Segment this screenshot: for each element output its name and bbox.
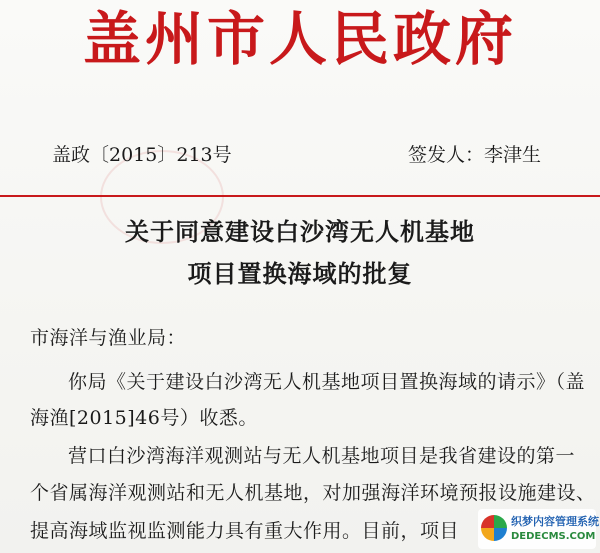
site-watermark	[478, 509, 599, 549]
watermark-logo-icon	[481, 515, 507, 541]
watermark-text-1: 织梦内容管理系统	[511, 515, 599, 528]
red-divider-line	[0, 195, 600, 197]
body-paragraph-2-line-2: 个省属海洋观测站和无人机基地，对加强海洋环境预报设施建设、	[30, 482, 596, 504]
government-header-title: 盖州市人民政府	[82, 5, 517, 73]
signer-line: 签发人：李津生	[408, 144, 542, 166]
body-paragraph-2-line-3: 提高海域监视监测能力具有重大作用。目前，项目	[30, 520, 460, 542]
body-paragraph-2-line-1: 营口白沙湾海洋观测站与无人机基地项目是我省建设的第一	[68, 445, 576, 467]
document-number: 盖政〔2015〕213号	[52, 144, 232, 166]
subject-title-line-2: 项目置换海域的批复	[187, 259, 413, 288]
body-paragraph-1-line-2: 海渔[2015]46号）收悉。	[30, 407, 258, 429]
watermark-text-2: DEDECMS.COM	[511, 531, 596, 542]
body-paragraph-1-line-1: 你局《关于建设白沙湾无人机基地项目置换海域的请示》（盖	[68, 371, 586, 393]
subject-title-line-1: 关于同意建设白沙湾无人机基地	[125, 217, 475, 246]
recipient-line: 市海洋与渔业局：	[30, 327, 187, 349]
